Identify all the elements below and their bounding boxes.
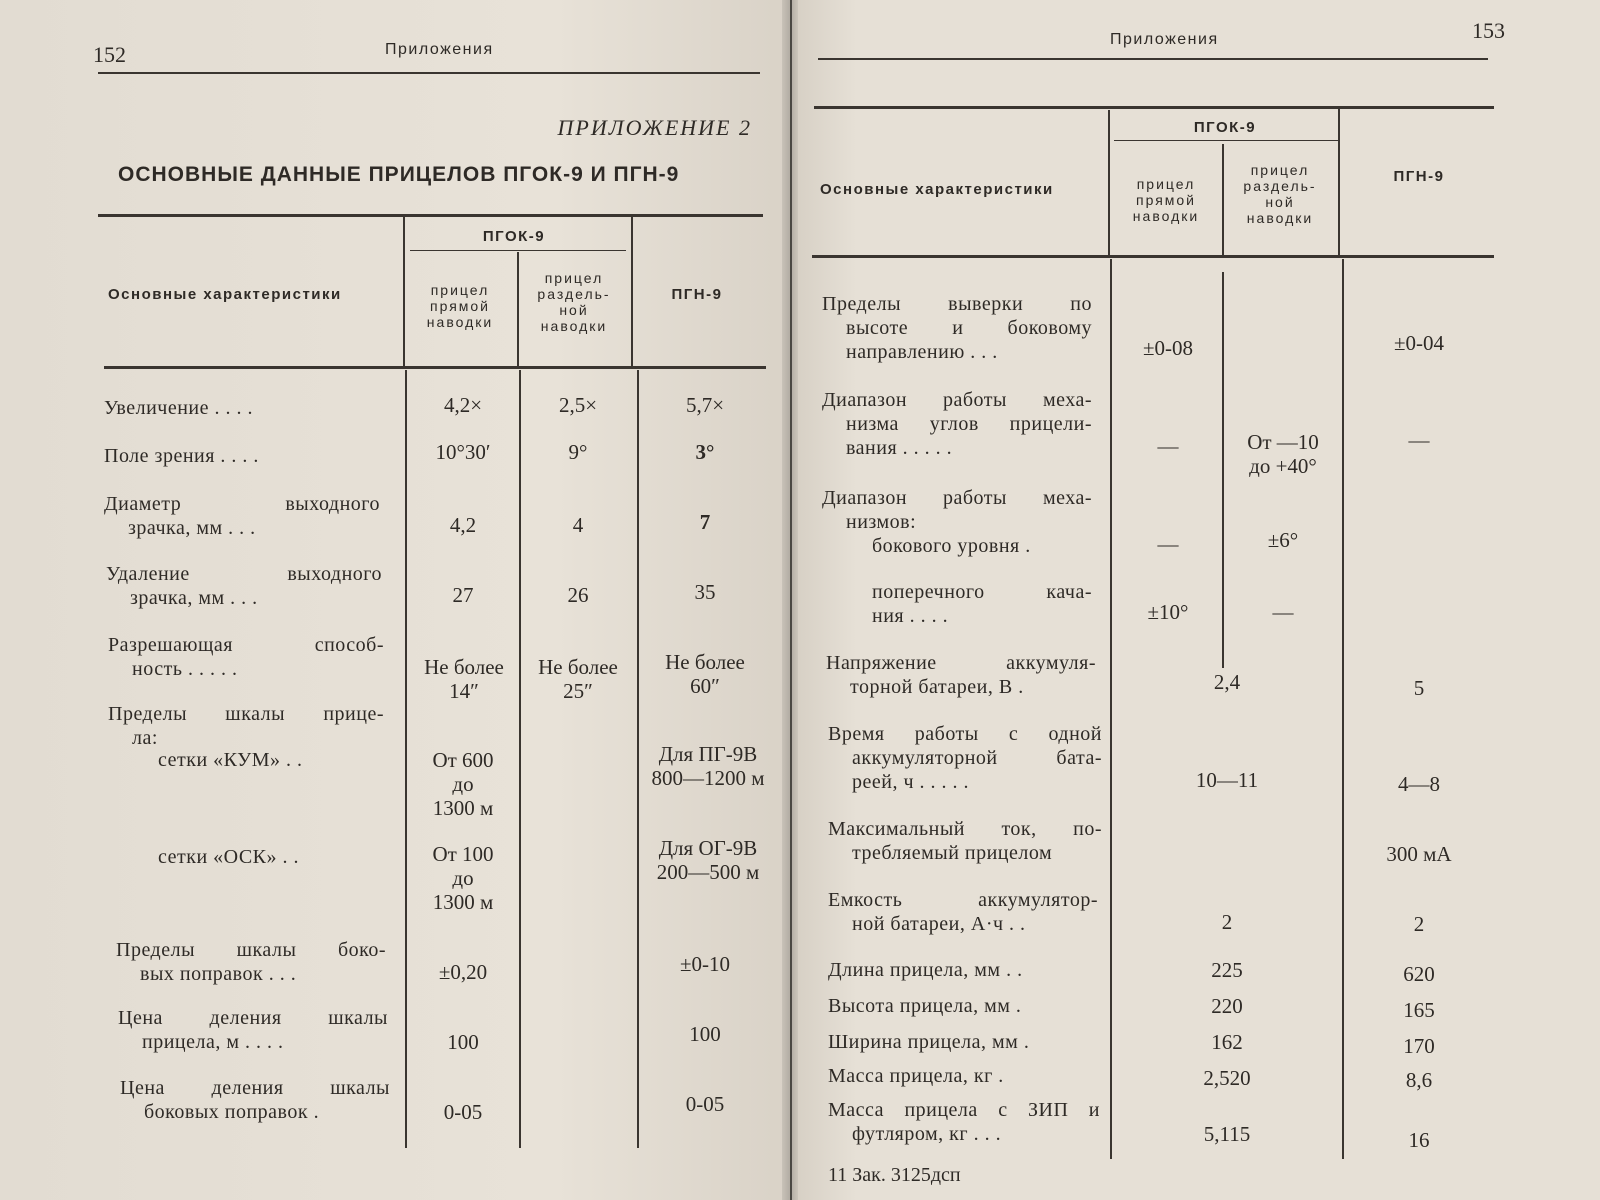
header-rule (818, 58, 1488, 60)
row-label-exit-pupil-distance: Удаление выходного зрачка, мм . . . (106, 563, 382, 609)
row-label-osk-reticle: сетки «ОСК» . . (158, 846, 300, 868)
row-label-kum-reticle: сетки «КУМ» . . (158, 749, 303, 771)
running-head: Приложения (1110, 31, 1219, 48)
cell: ±0,20 (438, 960, 488, 984)
row-label-battery-voltage: Напряжение аккумуля- торной батареи, В . (826, 652, 1096, 698)
cell: 5 (1413, 676, 1425, 700)
signature-mark: 11 Зак. 3125дсп (828, 1164, 961, 1186)
cell: 9° (568, 440, 588, 464)
cell: 100 (689, 1022, 721, 1046)
row-label-alignment-limits: Пределы выверки по высоте и боковому направлению . . . (822, 293, 1092, 363)
cell: 2 (1413, 912, 1425, 936)
cell: — (1157, 532, 1179, 556)
cell: От 600 до 1300 м (432, 748, 494, 820)
row-label-length: Длина прицела, мм . . (828, 959, 1023, 981)
cell: 300 мА (1386, 842, 1452, 866)
cell: 26 (567, 583, 589, 607)
cell: От 100 до 1300 м (432, 842, 494, 914)
cell: 4,2 (449, 513, 477, 537)
row-label-height: Высота прицела, мм . (828, 995, 1022, 1017)
cell: 4 (572, 513, 584, 537)
cell: 220 (1211, 994, 1243, 1018)
row-label-max-current: Максимальный ток, по- требляемый прицелом (828, 818, 1102, 864)
cell: 5,7× (685, 393, 725, 417)
cell: Не более 60″ (665, 650, 745, 698)
col-header-characteristics: Основные характеристики (108, 286, 342, 303)
col-header-characteristics: Основные характеристики (820, 181, 1054, 198)
cell: 2,5× (558, 393, 598, 417)
row-label-mass: Масса прицела, кг . (828, 1065, 1004, 1087)
cell: 225 (1211, 958, 1243, 982)
row-label-magnification: Увеличение . . . . (104, 397, 254, 419)
page-number: 152 (93, 42, 126, 67)
cell: Для ПГ-9В 800—1200 м (651, 742, 765, 790)
book-gutter (782, 0, 798, 1200)
row-label-scale-limits: Пределы шкалы прице- ла: (108, 703, 384, 749)
header-bottom-rule (104, 366, 766, 369)
row-label-exit-pupil-diameter: Диаметр выходного зрачка, мм . . . (104, 493, 380, 539)
group-rule (410, 250, 626, 251)
cell: ±6° (1267, 528, 1299, 552)
row-label-scale-division: Цена деления шкалы прицела, м . . . . (118, 1007, 388, 1053)
cell: Не более 25″ (538, 655, 618, 703)
group-rule (1114, 140, 1338, 141)
cell: 0-05 (685, 1092, 725, 1116)
cell: — (1272, 600, 1294, 624)
document-title: ОСНОВНЫЕ ДАННЫЕ ПРИЦЕЛОВ ПГОК-9 И ПГН-9 (118, 163, 680, 186)
cell: 10—11 (1195, 768, 1259, 792)
left-page (0, 0, 790, 1200)
row-label-lateral-scale-limits: Пределы шкалы боко- вых поправок . . . (116, 939, 386, 985)
cell: 8,6 (1405, 1068, 1433, 1092)
cell: 2 (1221, 910, 1233, 934)
cell: 100 (447, 1030, 479, 1054)
row-label-aiming-angle-range: Диапазон работы меха- низма углов прицели- вания . . . . . (822, 389, 1092, 459)
page-number: 153 (1472, 18, 1505, 43)
cell: 2,4 (1213, 670, 1241, 694)
cell: 0-05 (443, 1100, 483, 1124)
cell: 620 (1403, 962, 1435, 986)
row-label-mass-with-case: Масса прицела с ЗИП и футляром, кг . . . (828, 1099, 1100, 1145)
col-header-separate: прицел раздель- ной наводки (537, 270, 611, 334)
cell: 3° (695, 440, 715, 464)
table-top-rule (98, 214, 763, 217)
col-header-pgn9: ПГН-9 (671, 286, 723, 303)
row-label-mechanisms-range: Диапазон работы меха- низмов: бокового уровня . (822, 487, 1092, 557)
row-label-field-of-view: Поле зрения . . . . (104, 445, 259, 467)
cell: 4—8 (1398, 772, 1440, 796)
cell: 7 (699, 510, 711, 534)
row-label-width: Ширина прицела, мм . (828, 1031, 1030, 1053)
cell: ±0-10 (679, 952, 731, 976)
cell: ±0-08 (1142, 336, 1194, 360)
col-header-pgn9: ПГН-9 (1393, 168, 1445, 185)
row-label-battery-capacity: Емкость аккумулятор- ной батареи, А·ч . . (828, 889, 1098, 935)
cell: 4,2× (443, 393, 483, 417)
cell: 162 (1211, 1030, 1243, 1054)
row-label-resolution: Разрешающая способ- ность . . . . . (108, 634, 384, 680)
row-label-cross-tilt: поперечного кача- ния . . . . (872, 581, 1092, 627)
appendix-label: ПРИЛОЖЕНИЕ 2 (557, 115, 752, 140)
header-rule (98, 72, 760, 74)
cell: 165 (1403, 998, 1435, 1022)
cell: 5,115 (1203, 1122, 1251, 1146)
cell: От —10 до +40° (1247, 430, 1319, 478)
cell: ±0-04 (1393, 331, 1445, 355)
right-page (792, 0, 1600, 1200)
cell: 16 (1408, 1128, 1430, 1152)
table-top-rule (814, 106, 1494, 109)
cell: ±10° (1147, 600, 1189, 624)
col-header-pgok9: ПГОК-9 (482, 228, 546, 245)
cell: 2,520 (1203, 1066, 1251, 1090)
header-bottom-rule (812, 255, 1494, 258)
row-label-lateral-division: Цена деления шкалы боковых поправок . (120, 1077, 390, 1123)
col-header-separate: прицел раздель- ной наводки (1243, 162, 1317, 226)
col-header-pgok9: ПГОК-9 (1193, 119, 1257, 136)
cell: 10°30′ (435, 440, 491, 464)
cell: Для ОГ-9В 200—500 м (656, 836, 760, 884)
cell: 170 (1403, 1034, 1435, 1058)
cell: 27 (452, 583, 474, 607)
running-head: Приложения (385, 41, 494, 58)
cell: — (1157, 434, 1179, 458)
row-label-operating-time: Время работы с одной аккумуляторной бата- реей, ч . . . . . (828, 723, 1102, 793)
col-header-direct: прицел прямой наводки (1132, 176, 1200, 224)
cell: Не более 14″ (424, 655, 504, 703)
cell: — (1408, 428, 1430, 452)
col-header-direct: прицел прямой наводки (426, 282, 494, 330)
cell: 35 (694, 580, 716, 604)
